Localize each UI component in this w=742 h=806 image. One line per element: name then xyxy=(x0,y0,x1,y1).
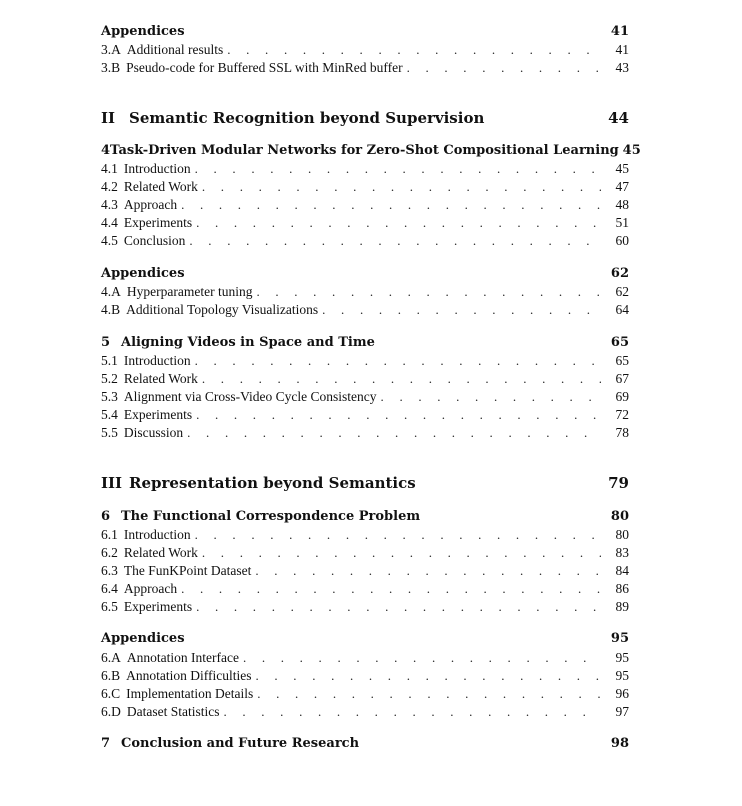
toc-page-number: 62 xyxy=(610,266,629,281)
toc-page-number: 45 xyxy=(615,161,629,176)
toc-entry-title: Alignment via Cross-Video Cycle Consistency xyxy=(123,389,377,404)
toc-entry-number: 5.5 xyxy=(101,425,118,440)
toc-chapter-heading[interactable] xyxy=(101,736,629,751)
dot-leader xyxy=(181,197,601,213)
toc-entry[interactable] xyxy=(101,407,629,423)
toc-entry-title: Approach xyxy=(123,581,178,596)
toc-page-number: 83 xyxy=(615,545,629,560)
dot-leader xyxy=(256,668,602,684)
toc-entry-number: 4.4 xyxy=(101,215,118,230)
dot-leader xyxy=(196,407,601,423)
toc-entry-title: The FunKPoint Dataset xyxy=(123,563,252,578)
dot-leader xyxy=(196,215,601,231)
toc-page-number: 65 xyxy=(615,353,629,368)
dot-leader xyxy=(195,161,601,177)
toc-entry-number: 5.2 xyxy=(101,371,118,386)
toc-page-number: 80 xyxy=(615,527,629,542)
toc-entry[interactable] xyxy=(101,704,629,720)
toc-page-number: 51 xyxy=(615,215,629,230)
toc-entry-number: 5.1 xyxy=(101,353,118,368)
toc-chapter-number: 4 xyxy=(101,143,111,158)
toc-entry[interactable] xyxy=(101,302,629,318)
toc-entry-number: 6.A xyxy=(101,650,121,665)
toc-page-number: 47 xyxy=(615,179,629,194)
toc-entry-number: 4.3 xyxy=(101,197,118,212)
toc-part-number: III xyxy=(101,474,123,492)
toc-entry-number: 6.5 xyxy=(101,599,118,614)
toc-entry[interactable] xyxy=(101,425,629,441)
toc-chapter-title: The Functional Correspondence Problem xyxy=(121,509,421,524)
toc-entry-number: 4.B xyxy=(101,302,121,317)
toc-page-number: 89 xyxy=(615,599,629,614)
toc-entry[interactable] xyxy=(101,389,629,405)
toc-entry[interactable] xyxy=(101,650,629,666)
dot-leader xyxy=(181,581,601,597)
toc-entry[interactable] xyxy=(101,215,629,231)
toc-page-number: 86 xyxy=(615,581,629,596)
toc-page-number: 44 xyxy=(608,109,629,127)
toc-entry-number: 6.2 xyxy=(101,545,118,560)
toc-chapter-number: 5 xyxy=(101,335,111,350)
dot-leader xyxy=(202,545,601,561)
toc-entry[interactable] xyxy=(101,161,629,177)
toc-page-number: 79 xyxy=(608,474,629,492)
dot-leader xyxy=(202,371,601,387)
toc-entry[interactable] xyxy=(101,42,629,58)
toc-entry-number: 3.B xyxy=(101,60,121,75)
toc-chapter-heading[interactable] xyxy=(101,509,629,524)
toc-entry-title: Experiments xyxy=(123,599,193,614)
toc-entry-number: 6.C xyxy=(101,686,121,701)
toc-page-number: 96 xyxy=(615,686,629,701)
toc-page-number: 72 xyxy=(615,407,629,422)
toc-page-number: 60 xyxy=(615,233,629,248)
toc-entry-title: Introduction xyxy=(123,353,191,368)
toc-chapter-title: Task-Driven Modular Networks for Zero-Shot Compositional Learning xyxy=(110,143,619,158)
dot-leader xyxy=(196,599,601,615)
toc-part-title: Representation beyond Semantics xyxy=(129,474,416,492)
toc-entry-title: Additional Topology Visualizations xyxy=(126,302,319,317)
toc-entry-number: 6.3 xyxy=(101,563,118,578)
toc-page-number: 97 xyxy=(615,704,629,719)
toc-entry-title: Conclusion xyxy=(123,233,186,248)
toc-entry-number: 6.4 xyxy=(101,581,118,596)
dot-leader xyxy=(322,302,601,318)
toc-page-number: 84 xyxy=(615,563,629,578)
dot-leader xyxy=(187,425,601,441)
toc-chapter-heading[interactable] xyxy=(101,335,629,350)
toc-appendices-heading[interactable] xyxy=(101,24,629,39)
toc-entry-title: Annotation Interface xyxy=(126,650,239,665)
toc-page-number: 98 xyxy=(610,736,629,751)
toc-page-number: 43 xyxy=(615,60,629,75)
toc-part-title: Semantic Recognition beyond Supervision xyxy=(129,109,485,127)
toc-entry-title: Experiments xyxy=(123,215,193,230)
dot-leader xyxy=(195,353,601,369)
toc-part-heading[interactable] xyxy=(101,474,629,492)
dot-leader xyxy=(189,233,601,249)
toc-entry-title: Implementation Details xyxy=(126,686,254,701)
toc-entry-title: Annotation Difficulties xyxy=(126,668,252,683)
toc-page-number: 80 xyxy=(610,509,629,524)
toc-entry-number: 5.3 xyxy=(101,389,118,404)
toc-heading-title: Appendices xyxy=(101,266,185,281)
toc-entry-number: 4.1 xyxy=(101,161,118,176)
toc-entry-title: Experiments xyxy=(123,407,193,422)
toc-entry-number: 4.2 xyxy=(101,179,118,194)
toc-chapter-number: 6 xyxy=(101,509,111,524)
toc-entry-number: 6.D xyxy=(101,704,121,719)
toc-entry[interactable] xyxy=(101,233,629,249)
toc-entry-title: Introduction xyxy=(123,527,191,542)
toc-entry[interactable] xyxy=(101,179,629,195)
toc-page-number: 69 xyxy=(615,389,629,404)
toc-entry[interactable] xyxy=(101,581,629,597)
toc-entry-title: Related Work xyxy=(123,179,198,194)
dot-leader xyxy=(202,179,601,195)
toc-page-number: 95 xyxy=(615,668,629,683)
toc-entry[interactable] xyxy=(101,371,629,387)
toc-heading-title: Appendices xyxy=(101,631,185,646)
toc-entry-number: 5.4 xyxy=(101,407,118,422)
dot-leader xyxy=(227,42,601,58)
dot-leader xyxy=(243,650,601,666)
toc-page-number: 41 xyxy=(610,24,629,39)
toc-heading-title: Appendices xyxy=(101,24,185,39)
toc-chapter-title: Conclusion and Future Research xyxy=(121,736,360,751)
toc-entry-title: Introduction xyxy=(123,161,191,176)
toc-entry-title: Hyperparameter tuning xyxy=(126,284,253,299)
dot-leader xyxy=(381,389,601,405)
toc-entry-number: 6.1 xyxy=(101,527,118,542)
toc-entry[interactable] xyxy=(101,545,629,561)
toc-chapter-heading[interactable] xyxy=(101,143,641,158)
toc-entry-title: Related Work xyxy=(123,545,198,560)
toc-chapter-number: 7 xyxy=(101,736,111,751)
toc-page-number: 41 xyxy=(615,42,629,57)
dot-leader xyxy=(257,686,601,702)
toc-entry-title: Discussion xyxy=(123,425,184,440)
toc-entry[interactable] xyxy=(101,353,629,369)
toc-chapter-title: Aligning Videos in Space and Time xyxy=(121,335,375,350)
toc-entry-number: 4.A xyxy=(101,284,121,299)
toc-entry-title: Additional results xyxy=(126,42,224,57)
toc-entry-title: Dataset Statistics xyxy=(126,704,220,719)
toc-entry-title: Approach xyxy=(123,197,178,212)
toc-entry[interactable] xyxy=(101,599,629,615)
toc-entry-number: 3.A xyxy=(101,42,121,57)
toc-entry-number: 6.B xyxy=(101,668,121,683)
toc-page-number: 62 xyxy=(615,284,629,299)
toc-page-number: 95 xyxy=(610,631,629,646)
toc-entry-title: Related Work xyxy=(123,371,198,386)
toc-entry[interactable] xyxy=(101,60,629,76)
dot-leader xyxy=(255,563,601,579)
toc-page-number: 48 xyxy=(615,197,629,212)
toc-page-number: 78 xyxy=(615,425,629,440)
dot-leader xyxy=(195,527,601,543)
toc-part-heading[interactable] xyxy=(101,109,629,127)
toc-entry-title: Pseudo-code for Buffered SSL with MinRed buffer xyxy=(126,60,403,75)
toc-page-number: 65 xyxy=(610,335,629,350)
dot-leader xyxy=(223,704,601,720)
toc-page-number: 95 xyxy=(615,650,629,665)
toc-entry[interactable] xyxy=(101,668,629,684)
toc-part-number: II xyxy=(101,109,116,127)
toc-appendices-heading[interactable] xyxy=(101,266,629,281)
toc-entry[interactable] xyxy=(101,686,629,702)
dot-leader xyxy=(407,60,601,76)
toc-entry[interactable] xyxy=(101,563,629,579)
toc-page-number: 64 xyxy=(615,302,629,317)
dot-leader xyxy=(256,284,601,300)
toc-entry[interactable] xyxy=(101,197,629,213)
toc-page-number: 67 xyxy=(615,371,629,386)
toc-entry[interactable] xyxy=(101,284,629,300)
toc-entry-number: 4.5 xyxy=(101,233,118,248)
toc-entry[interactable] xyxy=(101,527,629,543)
toc-page-number: 45 xyxy=(622,143,641,158)
toc-appendices-heading[interactable] xyxy=(101,631,629,646)
